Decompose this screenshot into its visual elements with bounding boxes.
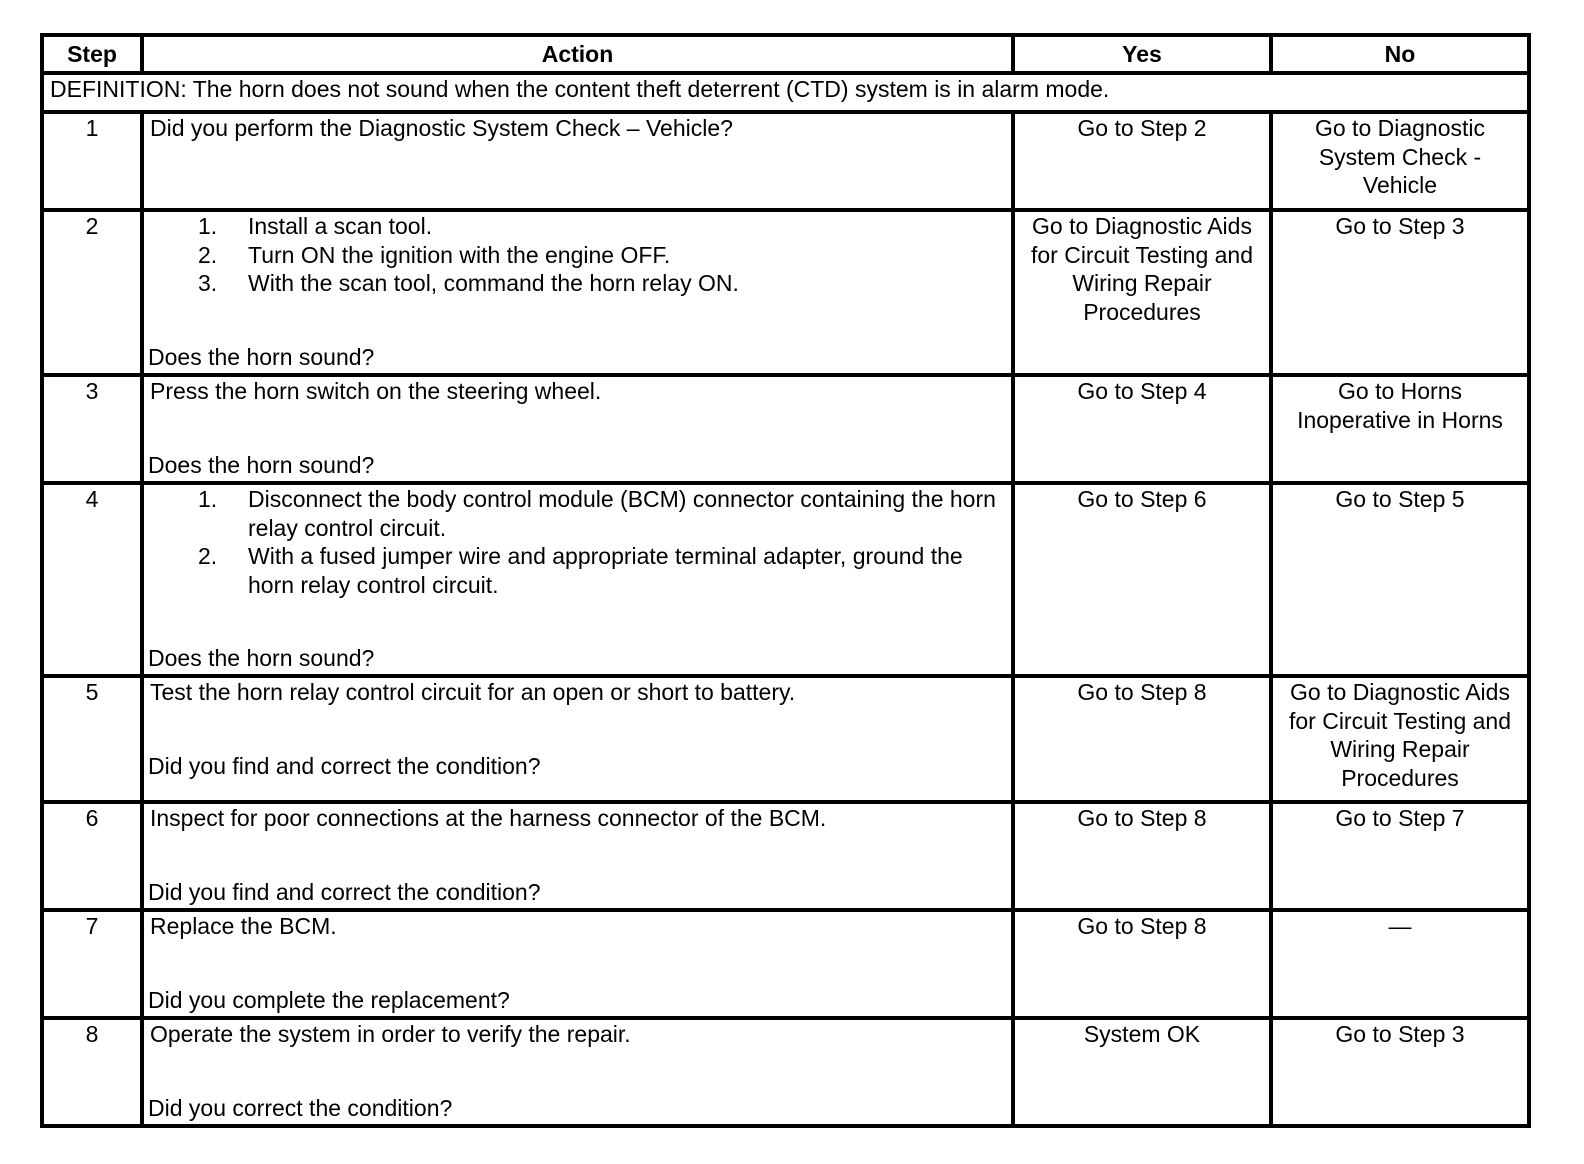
list-item bbox=[150, 241, 1005, 270]
table-row bbox=[42, 1018, 1529, 1126]
action-text: Test the horn relay control circuit for an open or short to battery. bbox=[150, 679, 796, 705]
yes-cell: System OK bbox=[1013, 1018, 1271, 1126]
list-item bbox=[150, 485, 1005, 542]
list-item bbox=[150, 212, 1005, 241]
question-text: Does the horn sound? bbox=[148, 451, 375, 478]
step-number: 3 bbox=[42, 375, 142, 483]
item-number: 1. bbox=[198, 213, 218, 239]
action-cell bbox=[142, 910, 1013, 1018]
no-cell: Go to Horns Inoperative in Horns bbox=[1271, 375, 1529, 483]
question-text: Does the horn sound? bbox=[148, 644, 375, 671]
action-cell bbox=[142, 1018, 1013, 1126]
item-number: 2. bbox=[198, 543, 218, 569]
action-cell bbox=[142, 375, 1013, 483]
table-row bbox=[42, 910, 1529, 1018]
yes-cell: Go to Step 8 bbox=[1013, 910, 1271, 1018]
yes-cell: Go to Step 4 bbox=[1013, 375, 1271, 483]
item-text: With a fused jumper wire and appropriate terminal adapter, ground the horn relay control circuit. bbox=[248, 543, 963, 598]
action-cell bbox=[142, 676, 1013, 802]
item-text: Turn ON the ignition with the engine OFF. bbox=[248, 241, 671, 268]
step-number: 2 bbox=[42, 210, 142, 375]
action-steps bbox=[150, 212, 1005, 298]
list-item bbox=[150, 542, 1005, 599]
yes-cell: Go to Diagnostic Aids for Circuit Testing and Wiring Repair Procedures bbox=[1013, 210, 1271, 375]
table-row bbox=[42, 375, 1529, 483]
no-cell: — bbox=[1271, 910, 1529, 1018]
step-header: Step bbox=[42, 35, 142, 73]
table-row bbox=[42, 676, 1529, 802]
action-cell bbox=[142, 210, 1013, 375]
no-cell: Go to Step 3 bbox=[1271, 210, 1529, 375]
yes-header: Yes bbox=[1013, 35, 1271, 73]
question-text: Did you find and correct the condition? bbox=[148, 752, 541, 779]
question-text: Did you correct the condition? bbox=[148, 1094, 453, 1121]
list-item bbox=[150, 269, 1005, 298]
action-text: Operate the system in order to verify the repair. bbox=[150, 1021, 631, 1047]
question-text: Did you complete the replacement? bbox=[148, 986, 510, 1013]
table-row bbox=[42, 483, 1529, 676]
yes-cell: Go to Step 2 bbox=[1013, 112, 1271, 210]
action-cell bbox=[142, 802, 1013, 910]
action-text: Did you perform the Diagnostic System Check – Vehicle? bbox=[150, 115, 733, 141]
step-number: 6 bbox=[42, 802, 142, 910]
table-row bbox=[42, 112, 1529, 210]
step-number: 4 bbox=[42, 483, 142, 676]
action-text: Inspect for poor connections at the harness connector of the BCM. bbox=[150, 805, 827, 831]
item-number: 1. bbox=[198, 486, 218, 512]
table-row bbox=[42, 802, 1529, 910]
step-number: 8 bbox=[42, 1018, 142, 1126]
header-row bbox=[42, 35, 1529, 73]
question-text: Does the horn sound? bbox=[148, 343, 375, 370]
step-number: 7 bbox=[42, 910, 142, 1018]
item-text: With the scan tool, command the horn relay ON. bbox=[248, 270, 739, 296]
step-number: 5 bbox=[42, 676, 142, 802]
action-steps bbox=[150, 485, 1005, 599]
no-header: No bbox=[1271, 35, 1529, 73]
question-text: Did you find and correct the condition? bbox=[148, 878, 541, 905]
yes-cell: Go to Step 6 bbox=[1013, 483, 1271, 676]
table-row bbox=[42, 210, 1529, 375]
action-cell bbox=[142, 112, 1013, 210]
item-text: Install a scan tool. bbox=[248, 213, 433, 239]
item-number: 2. bbox=[198, 241, 218, 268]
yes-cell: Go to Step 8 bbox=[1013, 802, 1271, 910]
action-cell bbox=[142, 483, 1013, 676]
definition-row bbox=[42, 73, 1529, 112]
no-cell: Go to Diagnostic System Check - Vehicle bbox=[1271, 112, 1529, 210]
no-cell: Go to Step 5 bbox=[1271, 483, 1529, 676]
step-number: 1 bbox=[42, 112, 142, 210]
no-cell: Go to Step 7 bbox=[1271, 802, 1529, 910]
diagnostic-table bbox=[40, 33, 1531, 1128]
item-number: 3. bbox=[198, 270, 218, 296]
definition-text: DEFINITION: The horn does not sound when the content theft deterrent (CTD) system is in alarm mode. bbox=[42, 73, 1529, 112]
no-cell: Go to Diagnostic Aids for Circuit Testing and Wiring Repair Procedures bbox=[1271, 676, 1529, 802]
action-text: Press the horn switch on the steering wheel. bbox=[150, 378, 602, 404]
no-cell: Go to Step 3 bbox=[1271, 1018, 1529, 1126]
yes-cell: Go to Step 8 bbox=[1013, 676, 1271, 802]
action-header: Action bbox=[142, 35, 1013, 73]
item-text: Disconnect the body control module (BCM) connector containing the horn relay control circuit. bbox=[248, 486, 996, 541]
action-text: Replace the BCM. bbox=[150, 913, 337, 939]
